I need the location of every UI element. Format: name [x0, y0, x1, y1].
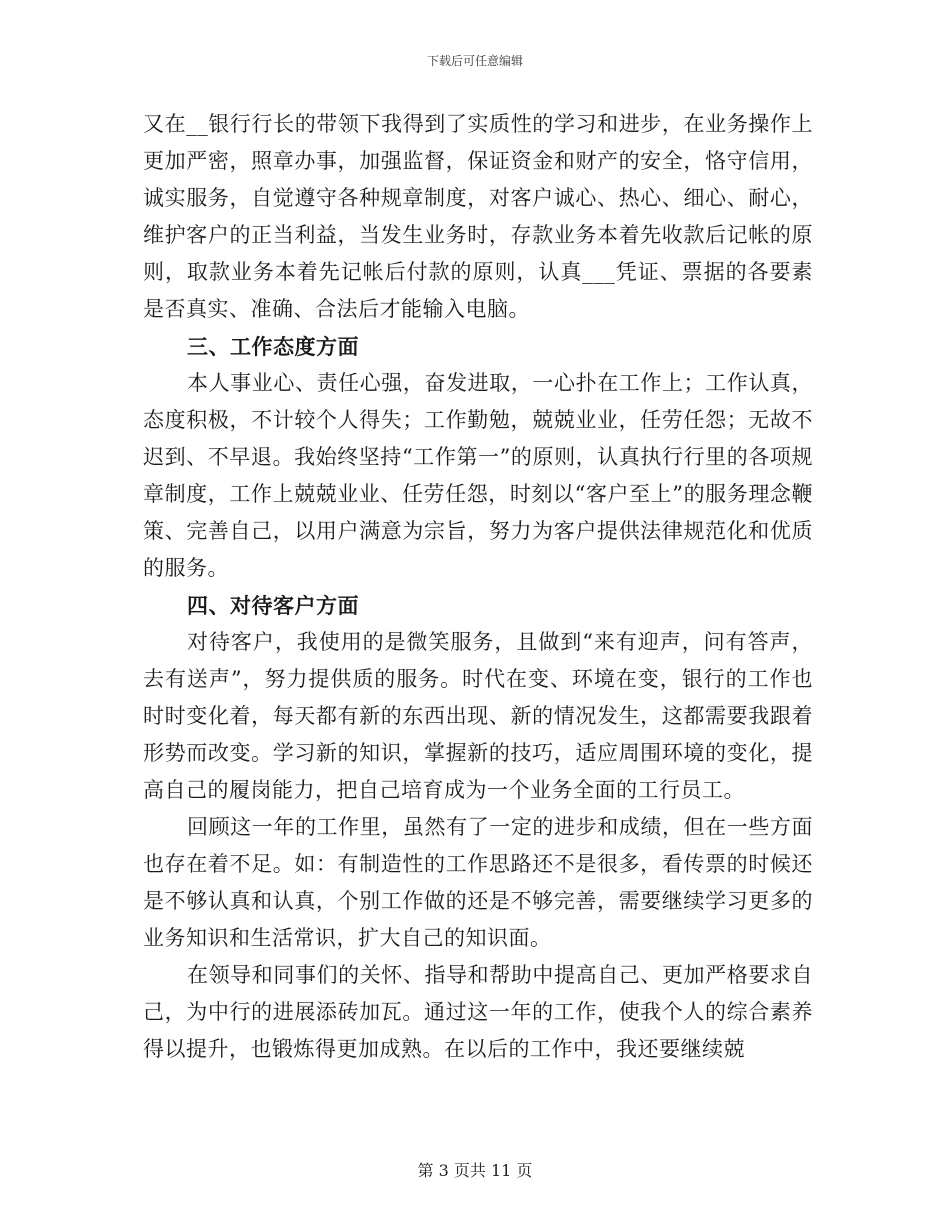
paragraph-5: 在领导和同事们的关怀、指导和帮助中提高自己、更加严格要求自己，为中行的进展添砖加瓦。通过这一年的工作，使我个人的综合素养得以提升，也锻炼得更加成熟。在以后的工作中，我还要继续兢 [143, 963, 813, 1061]
document-body [143, 106, 813, 1068]
paragraph-2: 本人事业心、责任心强，奋发进取，一心扑在工作上；工作认真，态度积极，不计较个人得失；工作勤勉，兢兢业业，任劳任怨；无故不迟到、不早退。我始终坚持“工作第一”的原则，认真执行行里的各项规章制度，工作上兢兢业业、任劳任怨，时刻以“客户至上”的服务理念鞭策、完善自己，以用户满意为宗旨，努力为客户提供法律规范化和优质的服务。 [143, 371, 813, 580]
section-heading-3: 三、工作态度方面 [187, 334, 359, 359]
paragraph-4: 回顾这一年的工作里，虽然有了一定的进步和成绩，但在一些方面也存在着不足。如：有制造性的工作思路还不是很多，看传票的时候还是不够认真和认真，个别工作做的还是不够完善，需要继续学习更多的业务知识和生活常识，扩大自己的知识面。 [143, 815, 813, 950]
page-header: 下载后可任意编辑 [426, 54, 523, 68]
paragraph-3: 对待客户，我使用的是微笑服务，且做到“来有迎声，问有答声，去有送声”，努力提供质的服务。时代在变、环境在变，银行的工作也时时变化着，每天都有新的东西出现、新的情况发生，这都需要我跟着形势而改变。学习新的知识，掌握新的技巧，适应周围环境的变化，提高自己的履岗能力，把自己培育成为一个业务全面的工行员工。 [143, 630, 813, 802]
paragraph-1: 又在__银行行长的带领下我得到了实质性的学习和进步，在业务操作上更加严密，照章办事，加强监督，保证资金和财产的安全，恪守信用，诚实服务，自觉遵守各种规章制度，对客户诚心、热心、细心、耐心，维护客户的正当利益，当发生业务时，存款业务本着先收款后记帐的原则，取款业务本着先记帐后付款的原则，认真___凭证、票据的各要素是否真实、准确、合法后才能输入电脑。 [143, 112, 813, 321]
section-heading-4: 四、对待客户方面 [187, 593, 359, 618]
page-footer: 第 3 页共 11 页 [417, 1161, 533, 1180]
